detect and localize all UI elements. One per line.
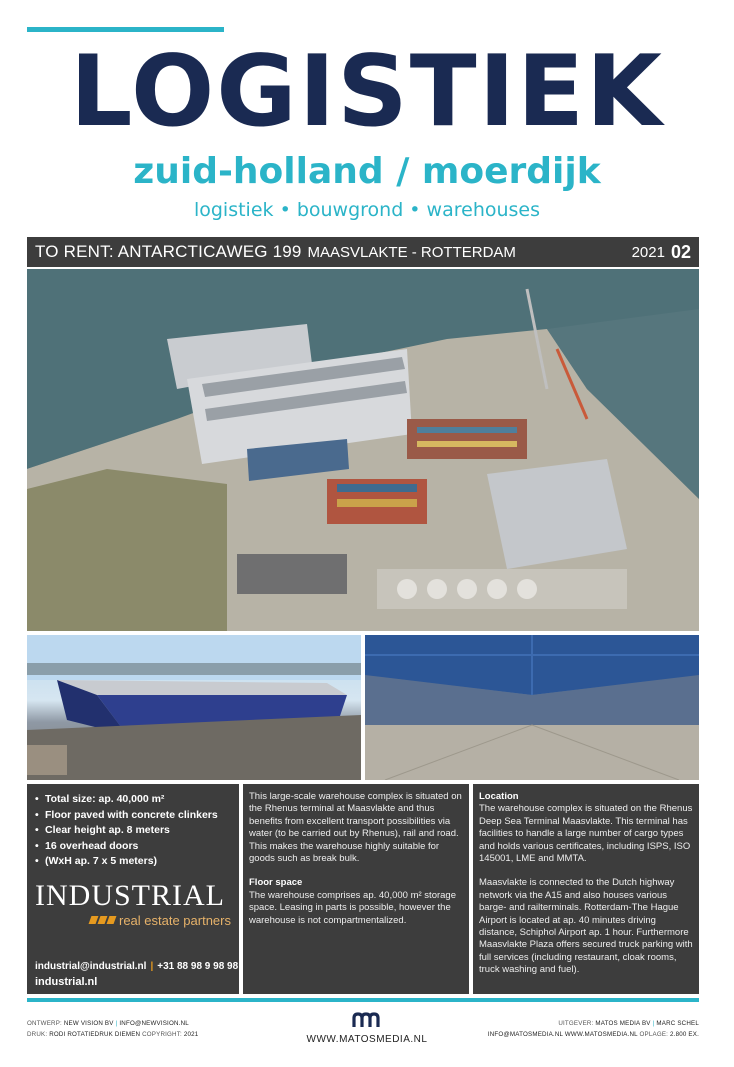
- contact-separator: |: [150, 961, 154, 972]
- footer-separator: |: [115, 1020, 118, 1027]
- print-value: RODI ROTATIEDRUK DIEMEN: [49, 1031, 141, 1038]
- location-panel: [473, 784, 699, 994]
- feature-list: [35, 792, 231, 870]
- broker-email[interactable]: industrial@industrial.nl: [35, 961, 147, 972]
- feature-item: • Floor paved with concrete clinkers: [35, 808, 231, 824]
- description-panel: [243, 784, 469, 994]
- issue-number: 02: [670, 241, 691, 262]
- masthead-title: LOGISTIEK: [70, 35, 664, 149]
- circulation-value: 2.800 EX.: [670, 1031, 699, 1038]
- warehouse-interior-photo: [365, 635, 699, 780]
- industrial-logo: [35, 880, 231, 928]
- industrial-logo-word: INDUSTRIAL: [35, 878, 225, 912]
- info-grid: [27, 784, 699, 994]
- feature-item: • Total size: ap. 40,000 m²: [35, 792, 231, 808]
- floor-space-heading: Floor space: [249, 877, 303, 889]
- publisher-value: MATOS MEDIA BV: [595, 1020, 651, 1027]
- feature-item: • 16 overhead doors: [35, 839, 231, 855]
- footer-separator: |: [652, 1020, 655, 1027]
- aerial-photo-illustration: [27, 269, 699, 631]
- logo-bars-icon: [90, 916, 115, 924]
- location-text: The warehouse complex is situated on the Rhenus Deep Sea Terminal Maasvlakte. This terminal has facilities to handle a large number of cargo types and holds various certificates, including ISPS, ISO 145001, LME and MMTA.: [479, 803, 693, 865]
- intro-text: This large-scale warehouse complex is situated on the Rhenus terminal at Maasvlakte and thus benefits from excellent transport possibilities via water (to be carried out by Rhenus), rail and road. This makes the warehouse highly suitable for goods such as break bulk.: [249, 791, 462, 865]
- design-label: ONTWERP:: [27, 1020, 62, 1027]
- publisher-email[interactable]: INFO@MATOSMEDIA.NL: [487, 1031, 563, 1038]
- aerial-terminal-photo: [27, 269, 699, 631]
- broker-website[interactable]: industrial.nl: [35, 976, 98, 988]
- connectivity-text: Maasvlakte is connected to the Dutch highway network via the A15 and also houses various barge- and railterminals. Rotterdam-The Hague Airport is located at ap. 40 minutes driving distance, Schiphol Airport ap. 1 hour. Furthermore Maasvlakte Plaza offers secured truck parking with full services (including restaurant, cloak rooms, truck washing and fuel).: [479, 877, 693, 976]
- publisher-web[interactable]: WWW.MATOSMEDIA.NL: [564, 1031, 638, 1038]
- headline-bar: [27, 237, 699, 267]
- features-panel: [27, 784, 239, 994]
- exterior-photo-illustration: [27, 635, 361, 780]
- headline-location: MAASVLAKTE - ROTTERDAM: [307, 243, 516, 261]
- warehouse-exterior-photo: [27, 635, 361, 780]
- copyright-label: COPYRIGHT:: [142, 1031, 182, 1038]
- footer-credits: [27, 1018, 198, 1040]
- broker-contact: [35, 961, 238, 972]
- industrial-logo-sub-row: [35, 913, 231, 928]
- masthead-subtitle: zuid-holland / moerdijk: [133, 151, 601, 192]
- broker-phone[interactable]: +31 88 98 9 98 98: [157, 961, 239, 972]
- publisher-website[interactable]: WWW.MATOSMEDIA.NL: [306, 1034, 428, 1045]
- publisher-person: MARC SCHEL: [656, 1020, 699, 1027]
- design-email[interactable]: INFO@NEWVISION.NL: [119, 1020, 189, 1027]
- circulation-label: OPLAGE:: [639, 1031, 669, 1038]
- masthead-tagline: logistiek • bouwgrond • warehouses: [193, 199, 541, 221]
- feature-item: • (WxH ap. 7 x 5 meters): [35, 854, 231, 870]
- publisher-label: UITGEVER:: [558, 1020, 594, 1027]
- design-value: NEW VISION BV: [63, 1020, 114, 1027]
- copyright-value: 2021: [183, 1031, 199, 1038]
- matos-media-logo-icon: [352, 1012, 382, 1028]
- location-heading: Location: [479, 791, 519, 802]
- industrial-logo-sub: real estate partners: [118, 912, 231, 928]
- issue-year: 2021: [631, 243, 665, 261]
- feature-item: • Clear height ap. 8 meters: [35, 823, 231, 839]
- footer-publisher: [488, 1018, 699, 1040]
- print-label: DRUK:: [27, 1031, 48, 1038]
- publisher-logo-block: [282, 1012, 452, 1045]
- interior-photo-illustration: [365, 635, 699, 780]
- floor-space-text: The warehouse comprises ap. 40,000 m² storage space. Leasing in parts is possible, however the warehouse is not compartmentalized.: [249, 889, 456, 926]
- top-accent-rule: [27, 27, 224, 32]
- bottom-accent-rule: [27, 998, 699, 1002]
- headline-lead: TO RENT: ANTARCTICAWEG 199: [35, 242, 302, 261]
